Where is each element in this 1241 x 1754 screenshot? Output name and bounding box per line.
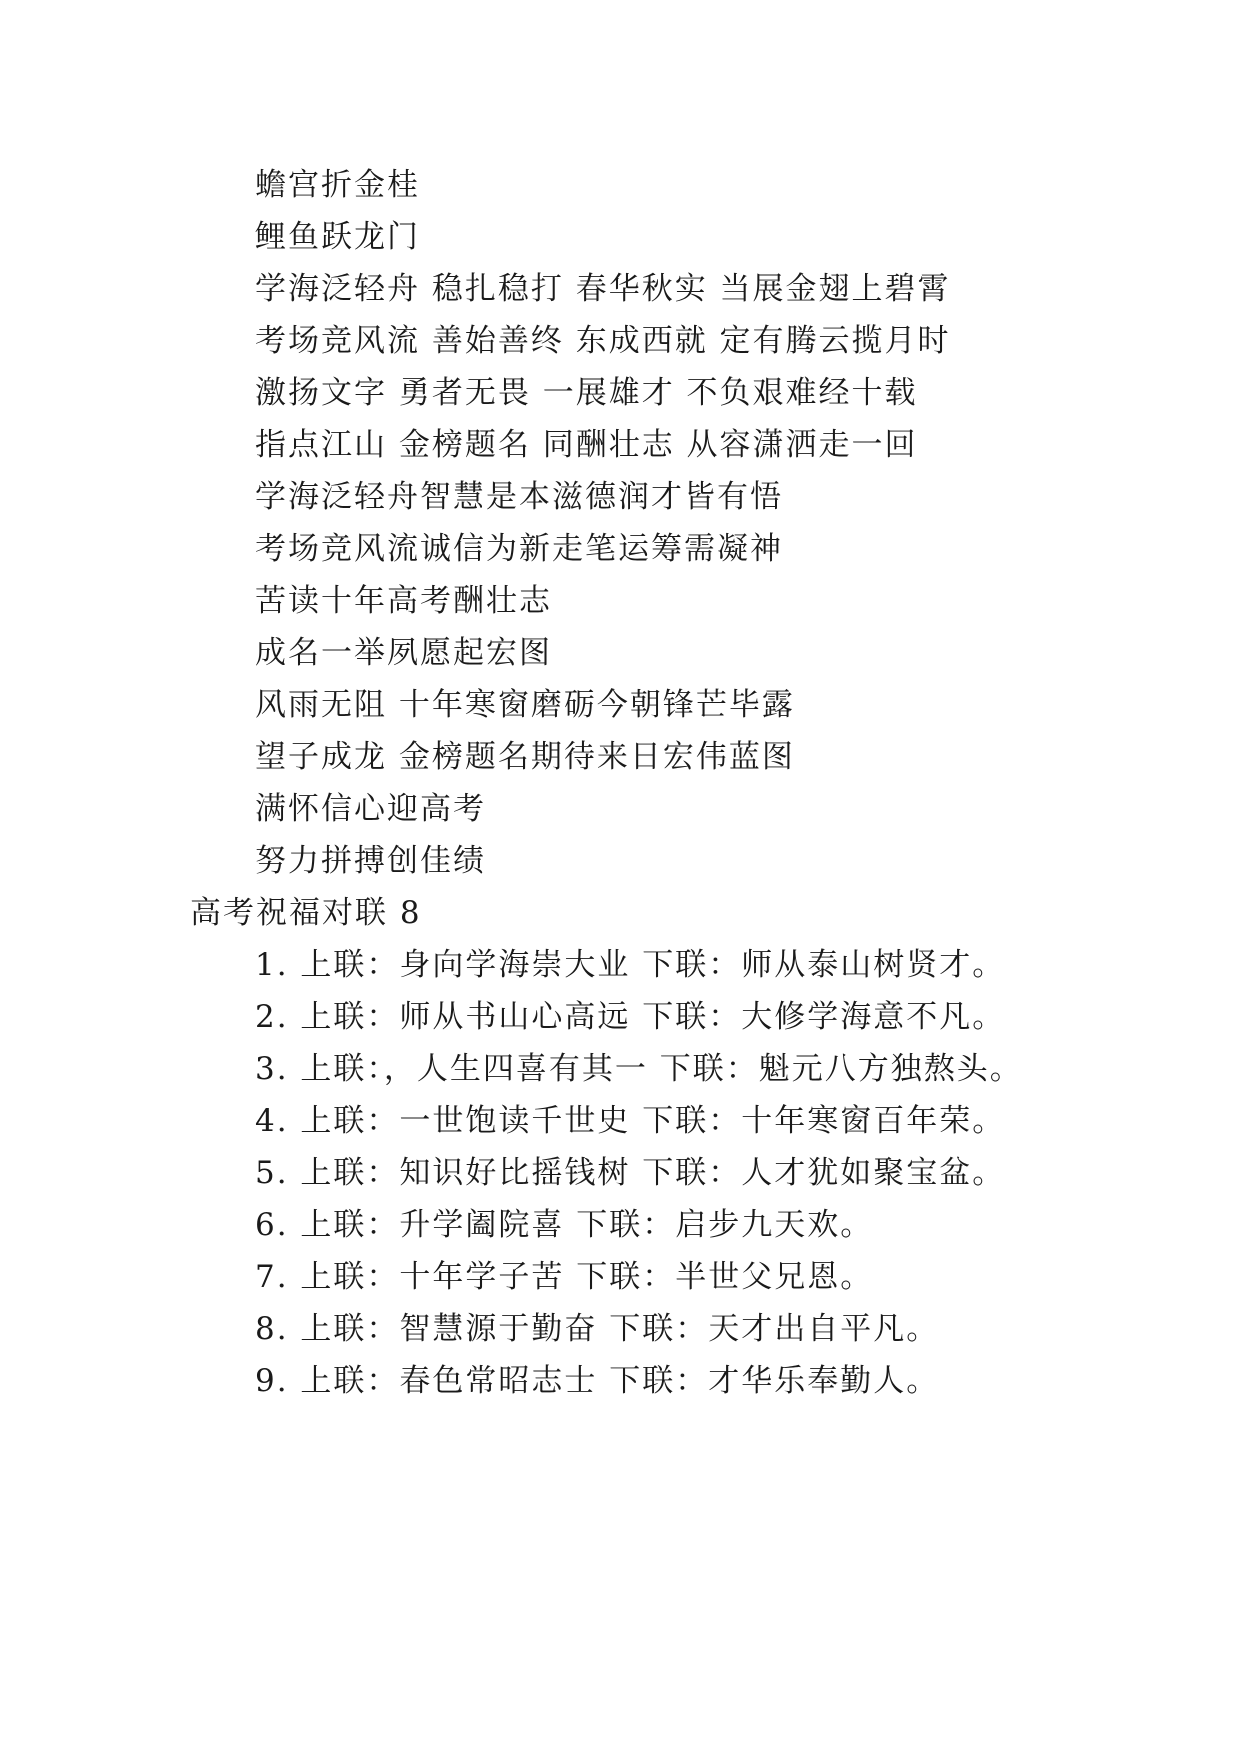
text-line: 学海泛轻舟 稳扎稳打 春华秋实 当展金翅上碧霄 — [255, 271, 951, 307]
couplet-item: 9. 上联：春色常昭志士 下联：才华乐奉勤人。 — [255, 1363, 940, 1399]
couplet-item: 5. 上联：知识好比摇钱树 下联：人才犹如聚宝盆。 — [255, 1155, 1006, 1191]
couplet-item: 6. 上联：升学阖院喜 下联：启步九天欢。 — [255, 1207, 874, 1243]
text-line: 激扬文字 勇者无畏 一展雄才 不负艰难经十载 — [255, 375, 918, 411]
section-heading: 高考祝福对联 8 — [190, 895, 422, 931]
text-line: 苦读十年高考酬壮志 — [255, 583, 552, 619]
text-line: 蟾宫折金桂 — [255, 167, 420, 203]
couplet-item: 3. 上联：，人生四喜有其一 下联：魁元八方独熬头。 — [255, 1051, 1023, 1087]
couplet-item: 1. 上联：身向学海崇大业 下联：师从泰山树贤才。 — [255, 947, 1006, 983]
couplet-item: 7. 上联：十年学子苦 下联：半世父兄恩。 — [255, 1259, 874, 1295]
text-line: 学海泛轻舟智慧是本滋德润才皆有悟 — [255, 479, 783, 515]
couplet-item: 4. 上联：一世饱读千世史 下联：十年寒窗百年荣。 — [255, 1103, 1006, 1139]
couplet-item: 2. 上联：师从书山心高远 下联：大修学海意不凡。 — [255, 999, 1006, 1035]
text-line: 努力拼搏创佳绩 — [255, 843, 486, 879]
text-line: 满怀信心迎高考 — [255, 791, 486, 827]
text-line: 考场竞风流 善始善终 东成西就 定有腾云揽月时 — [255, 323, 951, 359]
couplet-item: 8. 上联：智慧源于勤奋 下联：天才出自平凡。 — [255, 1311, 940, 1347]
text-line: 考场竞风流诚信为新走笔运筹需凝神 — [255, 531, 783, 567]
text-line: 成名一举夙愿起宏图 — [255, 635, 552, 671]
text-line: 风雨无阻 十年寒窗磨砺今朝锋芒毕露 — [255, 687, 795, 723]
text-line: 望子成龙 金榜题名期待来日宏伟蓝图 — [255, 739, 795, 775]
text-line: 鲤鱼跃龙门 — [255, 219, 420, 255]
text-line: 指点江山 金榜题名 同酬壮志 从容潇洒走一回 — [255, 427, 918, 463]
